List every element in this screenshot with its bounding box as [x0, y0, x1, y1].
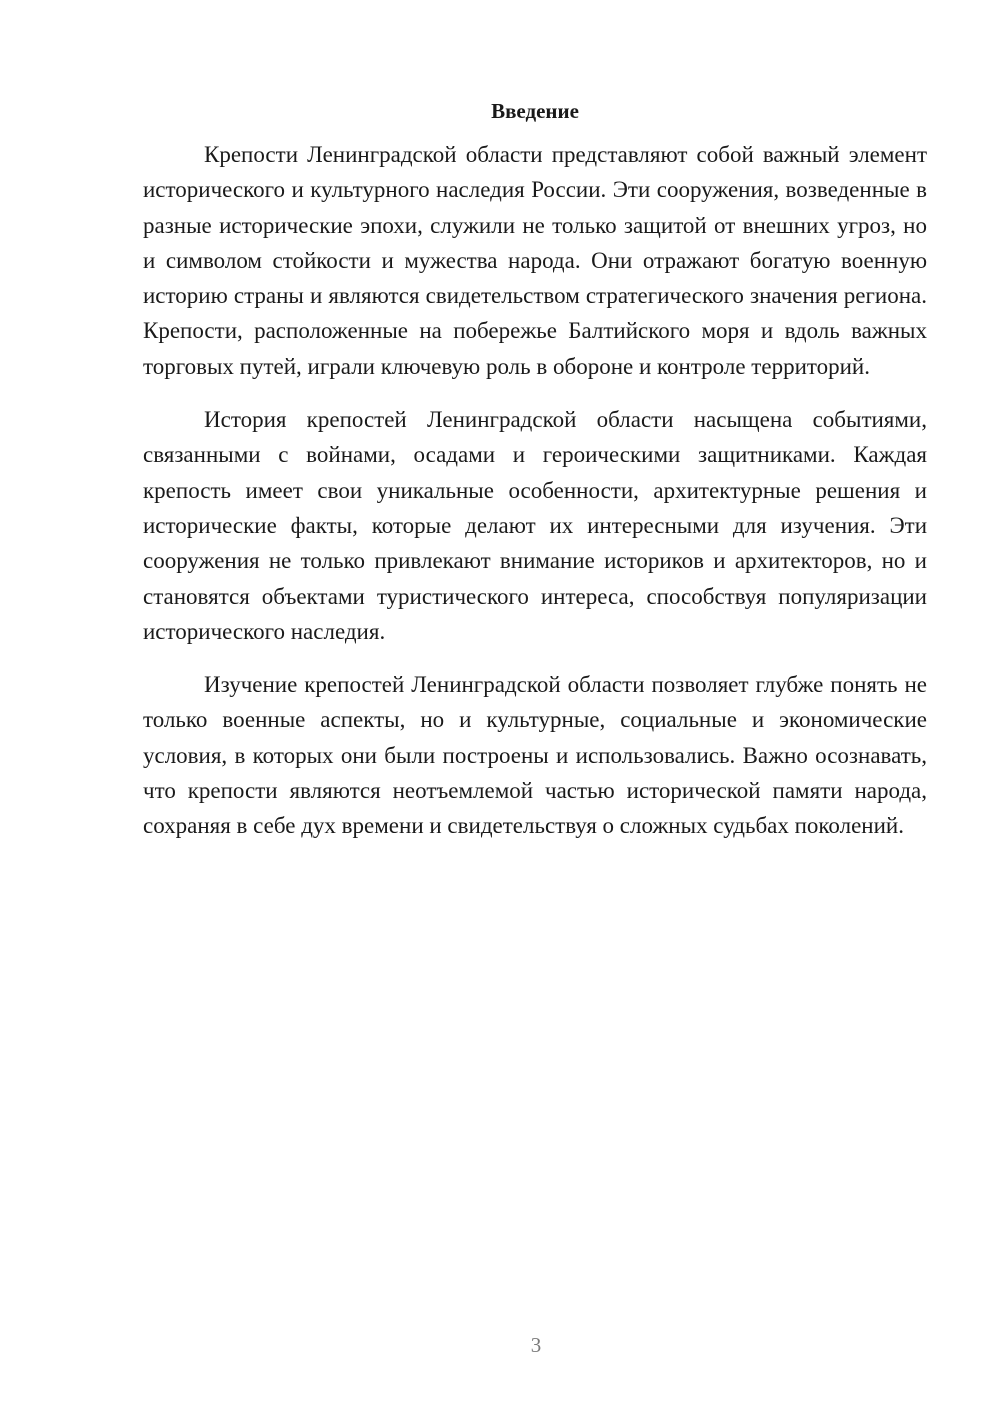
page-content	[143, 93, 927, 862]
paragraph-1: Крепости Ленинградской области представляют собой важный элемент исторического и культурного наследия России. Эти сооружения, возведенные в разные исторические эпохи, служили не только защитой от внешних угроз, но и символом стойкости и мужества народа. Они отражают богатую военную историю страны и являются свидетельством стратегического значения региона. Крепости, расположенные на побережье Балтийского моря и вдоль важных торговых путей, играли ключевую роль в обороне и контроле территорий.	[143, 142, 927, 379]
section-heading: Введение	[491, 99, 579, 123]
paragraph-2: История крепостей Ленинградской области насыщена событиями, связанными с войнами, осадами и героическими защитниками. Каждая крепость имеет свои уникальные особенности, архитектурные решения и исторические факты, которые делают их интересными для изучения. Эти сооружения не только привлекают внимание историков и архитекторов, но и становятся объектами туристического интереса, способствуя популяризации исторического наследия.	[143, 407, 927, 644]
page-number: 3	[530, 1333, 542, 1357]
paragraph-3: Изучение крепостей Ленинградской области позволяет глубже понять не только военные аспекты, но и культурные, социальные и экономические условия, в которых они были построены и использовались. Важно осознавать, что крепости являются неотъемлемой частью исторической памяти народа, сохраняя в себе дух времени и свидетельствуя о сложных судьбах поколений.	[143, 672, 927, 839]
